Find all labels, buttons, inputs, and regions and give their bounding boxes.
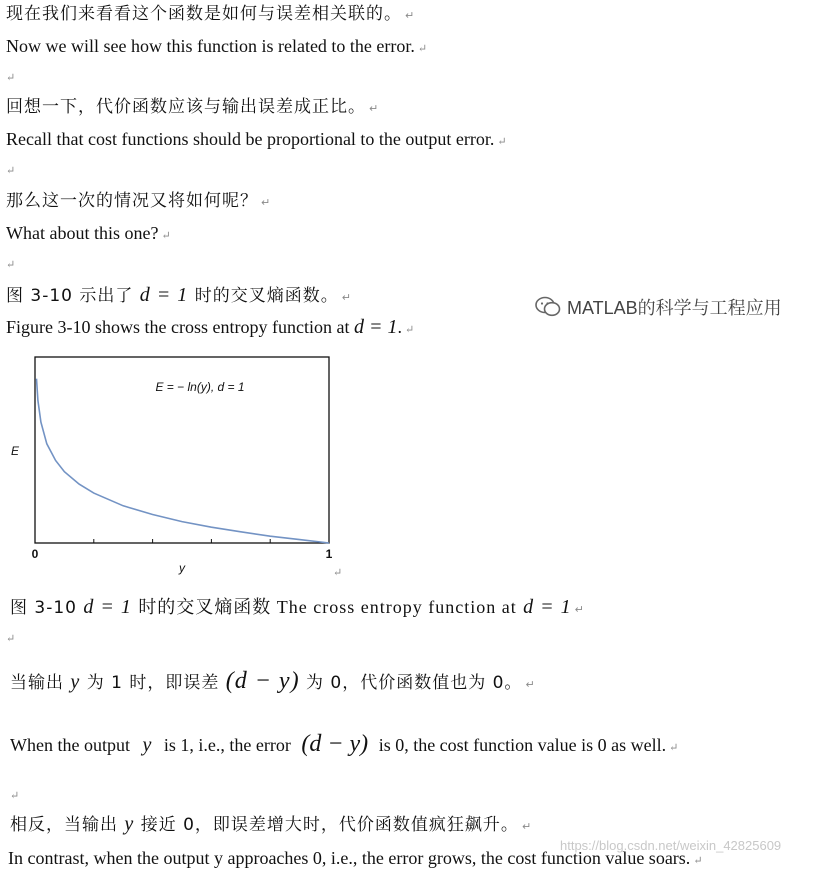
paragraph-mark-icon: ↵ bbox=[405, 9, 416, 22]
paragraph-mark-icon: ↵ bbox=[161, 230, 171, 242]
paragraph-mark-icon: ↵ bbox=[669, 742, 679, 754]
math-d-equals-1: d = 1 bbox=[523, 596, 572, 618]
paragraph-mark-icon: ↵ bbox=[6, 164, 16, 177]
watermark bbox=[535, 294, 782, 320]
paragraph-mark-icon: ↵ bbox=[417, 43, 428, 55]
math-d-equals-1: d = 1 bbox=[353, 316, 398, 338]
x-tick-label-0: 0 bbox=[31, 547, 39, 561]
math-d-equals-1: d = 1 bbox=[139, 284, 189, 306]
line-1-english: Now we will see how this function is related to the error. ↵ bbox=[6, 36, 428, 56]
paragraph-mark-icon: ↵ bbox=[521, 820, 533, 833]
wechat-icon bbox=[535, 296, 561, 318]
line-6-chinese: 相反，当输出 y 接近 0，即误差增大时，代价函数值疯狂飙升。 ↵ bbox=[10, 813, 533, 835]
watermark-text: MATLAB的科学与工程应用 bbox=[567, 298, 782, 318]
paragraph-mark-icon: ↵ bbox=[6, 632, 16, 645]
math-d-minus-y: (d − y) bbox=[225, 668, 300, 694]
math-d-equals-1: d = 1 bbox=[83, 596, 132, 618]
line-4-chinese: 图 3-10 示出了 d = 1 时的交叉熵函数。 ↵ bbox=[6, 284, 352, 306]
paragraph-mark-icon: ↵ bbox=[10, 789, 20, 802]
x-tick-label-1: 1 bbox=[325, 547, 333, 561]
math-y: y bbox=[124, 813, 135, 835]
cross-entropy-chart bbox=[0, 350, 340, 575]
paragraph-mark-icon: ↵ bbox=[693, 855, 703, 867]
y-axis-label: E bbox=[11, 444, 20, 458]
math-y: y bbox=[142, 734, 152, 756]
paragraph-mark-icon: ↵ bbox=[525, 678, 536, 691]
x-axis-label: y bbox=[179, 561, 185, 575]
paragraph-mark-icon: ↵ bbox=[369, 102, 380, 115]
line-5-chinese: 当输出 y 为 1 时，即误差 (d − y) 为 0，代价函数值也为 0。 ↵ bbox=[10, 668, 536, 694]
line-2-english: Recall that cost functions should be proportional to the output error. ↵ bbox=[6, 129, 507, 149]
math-d-minus-y: (d − y) bbox=[301, 731, 369, 757]
paragraph-mark-icon: ↵ bbox=[497, 136, 507, 148]
chart-title: E = − ln(y), d = 1 bbox=[155, 380, 245, 394]
paragraph-mark-icon: ↵ bbox=[6, 71, 16, 84]
line-1-chinese: 现在我们来看看这个函数是如何与误差相关联的。 ↵ bbox=[6, 4, 416, 24]
line-3-english: What about this one? ↵ bbox=[6, 223, 171, 243]
line-3-chinese: 那么这一次的情况又将如何呢？ ↵ bbox=[6, 191, 272, 211]
paragraph-mark-icon: ↵ bbox=[574, 603, 585, 616]
line-6-english: In contrast, when the output y approaches 0, i.e., the error grows, the cost function value soars. ↵ bbox=[8, 848, 703, 868]
paragraph-mark-icon: ↵ bbox=[6, 258, 16, 271]
paragraph-mark-icon: ↵ bbox=[261, 196, 272, 209]
paragraph-mark-icon: ↵ bbox=[404, 324, 415, 336]
paragraph-mark-icon: ↵ bbox=[333, 566, 343, 579]
paragraph-mark-icon: ↵ bbox=[341, 291, 352, 304]
line-5-english: When the output y is 1, i.e., the error (d − y) is 0, the cost function value is 0 as well. ↵ bbox=[10, 731, 679, 757]
watermark-url: https://blog.csdn.net/weixin_42825609 bbox=[560, 838, 782, 853]
line-4-english: Figure 3-10 shows the cross entropy function at d = 1. ↵ bbox=[6, 316, 415, 338]
figure-caption: 图 3-10 d = 1 时的交叉熵函数 The cross entropy function at d = 1 ↵ bbox=[10, 596, 585, 618]
math-y: y bbox=[70, 671, 81, 693]
line-2-chinese: 回想一下，代价函数应该与输出误差成正比。 ↵ bbox=[6, 97, 380, 117]
